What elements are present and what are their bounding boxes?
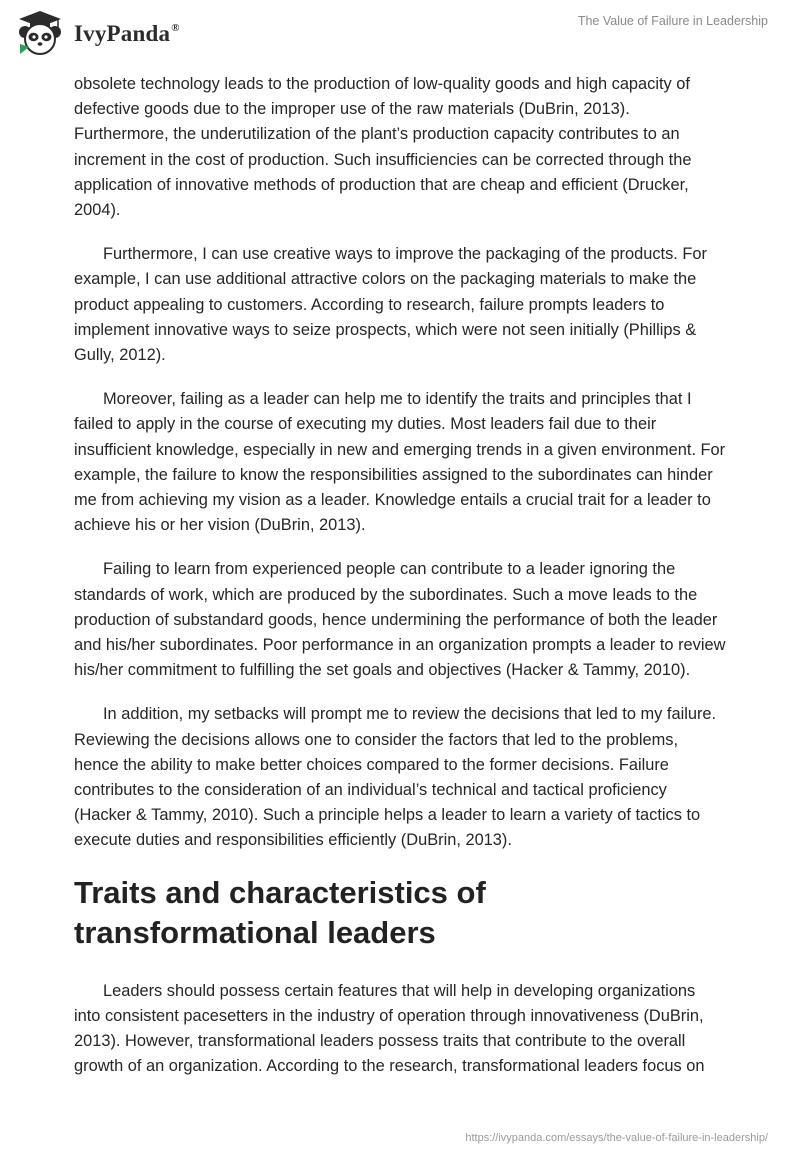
document-title: The Value of Failure in Leadership bbox=[577, 14, 768, 28]
section-heading: Traits and characteristics of transformational leaders bbox=[74, 874, 486, 950]
paragraph-6: Leaders should possess certain features that will help in developing organizations into consistent pacesetters in the industry of operation through innovativeness (DuBrin, 2013). However, transformational leaders possess traits that contribute to the overall growth of an organization. According to the research, transformational leaders focus on bbox=[74, 981, 705, 1076]
brand-logo-link[interactable] bbox=[14, 8, 180, 60]
paragraph-2: Furthermore, I can use creative ways to improve the packaging of the products. For example, I can use additional attractive colors on the packaging materials to make the product appealing to customers. According to research, failure prompts leaders to implement innovative ways to seize prospects, which were not seen initially (Phillips & Gully, 2012). bbox=[74, 245, 708, 365]
paragraph-4: Failing to learn from experienced people can contribute to a leader ignoring the standards of work, which are produced by the subordinates. Such a move leads to the production of substandard goods, hence undermining the performance of both the leader and his/her subordinates. Poor performance in an organization prompts a leader to review his/her commitment to fulfilling the set goals and objectives (Hacker & Tammy, 2010). bbox=[74, 560, 726, 680]
essay-body bbox=[74, 72, 726, 1099]
paragraph-3: Moreover, failing as a leader can help me to identify the traits and principles that I failed to apply in the course of executing my duties. Most leaders fail due to their insufficient knowledge, especially in new and emerging trends in a given environment. For example, the failure to know the responsibilities assigned to the subordinates can hinder me from achieving my vision as a leader. Knowledge entails a crucial trait for a leader to achieve his or her vision (DuBrin, 2013). bbox=[74, 390, 726, 535]
brand-name: IvyPanda® bbox=[74, 21, 180, 46]
page-header bbox=[0, 0, 800, 66]
source-url-link[interactable]: https://ivypanda.com/essays/the-value-of-failure-in-leadership/ bbox=[465, 1132, 768, 1144]
paragraph-5: In addition, my setbacks will prompt me to review the decisions that led to my failure. Reviewing the decisions allows one to consider the factors that led to the problems, hence the ability to make better choices compared to the former decisions. Failure contributes to the consideration of an individual’s technical and tactical proficiency (Hacker & Tammy, 2010). Such a principle helps a leader to learn a variety of tactics to execute duties and responsibilities efficiently (DuBrin, 2013). bbox=[74, 705, 717, 850]
paragraph-1: obsolete technology leads to the production of low-quality goods and high capacity of defective goods due to the improper use of the raw materials (DuBrin, 2013). Furthermore, the underutilization of the plant’s production capacity contributes to an increment in the cost of production. Such insufficiencies can be corrected through the application of innovative methods of production that are cheap and efficient (Drucker, 2004). bbox=[74, 75, 692, 220]
panda-graduate-icon bbox=[14, 8, 66, 60]
